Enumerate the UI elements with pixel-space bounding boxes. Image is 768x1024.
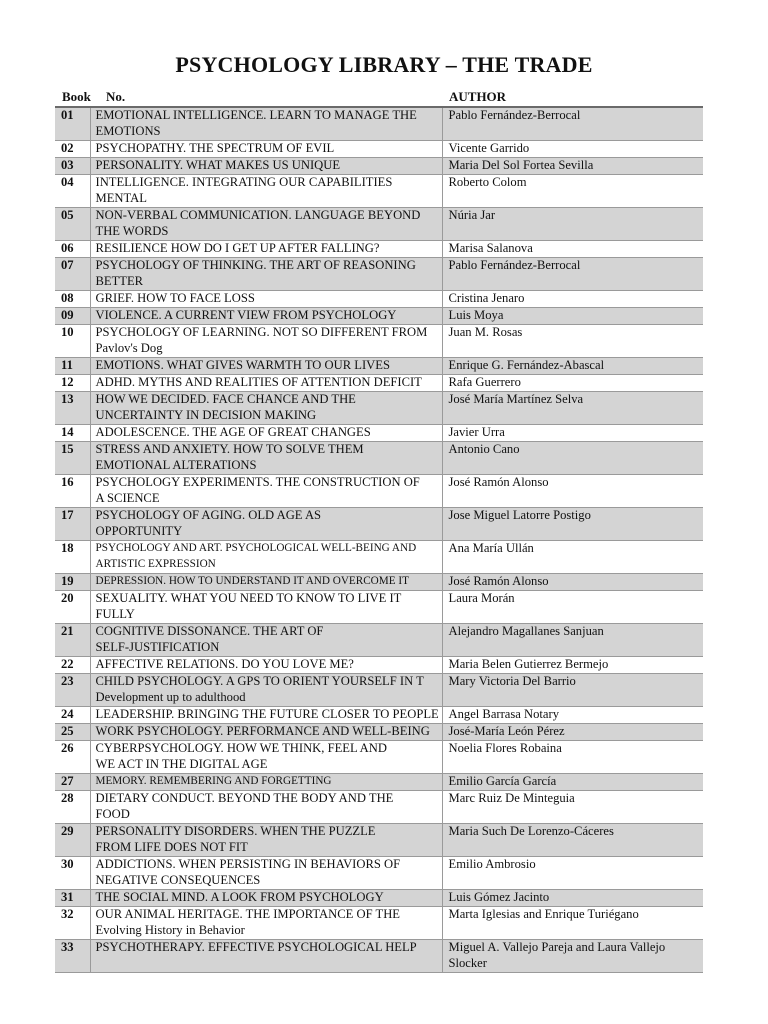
book-title-line: PSYCHOLOGY EXPERIMENTS. THE CONSTRUCTION OF [95,475,420,489]
table-row [55,158,703,175]
table-row [55,508,703,541]
table-row [55,624,703,657]
book-title-line: BETTER [95,273,144,288]
book-title-line: CYBERPSYCHOLOGY. HOW WE THINK, FEEL AND [95,741,387,755]
table-row [55,674,703,707]
table-row [55,425,703,442]
book-title-line: WORK PSYCHOLOGY. PERFORMANCE AND WELL-BEING [95,724,430,738]
book-title [90,940,442,973]
table-row [55,741,703,774]
book-title-line: PERSONALITY. WHAT MAKES US UNIQUE [95,158,341,172]
book-title-line: PSYCHOLOGY OF THINKING. THE ART OF REASONING [95,258,416,272]
book-title [90,425,442,442]
book-title-line: FROM LIFE DOES NOT FIT [95,839,248,854]
table-row [55,358,703,375]
book-number: 16 [55,475,90,508]
book-title-line: DIETARY CONDUCT. BEYOND THE BODY AND THE [95,791,394,805]
book-author: Núria Jar [442,208,703,241]
book-title [90,890,442,907]
book-author: José María Martínez Selva [442,392,703,425]
book-title-line: OUR ANIMAL HERITAGE. THE IMPORTANCE OF THE [95,907,400,921]
book-title [90,442,442,475]
book-number: 30 [55,857,90,890]
table-row [55,258,703,291]
table-row [55,890,703,907]
book-author: Cristina Jenaro [442,291,703,308]
book-author: Rafa Guerrero [442,375,703,392]
book-number: 03 [55,158,90,175]
book-title-line: PSYCHOTHERAPY. EFFECTIVE PSYCHOLOGICAL HELP [95,940,417,954]
book-title-line: AFFECTIVE RELATIONS. DO YOU LOVE ME? [95,657,354,671]
book-author: Jose Miguel Latorre Postigo [442,508,703,541]
book-title [90,358,442,375]
book-author: Angel Barrasa Notary [442,707,703,724]
book-title-line: ADOLESCENCE. THE AGE OF GREAT CHANGES [95,425,371,439]
book-number: 06 [55,241,90,258]
book-number: 05 [55,208,90,241]
book-author: José Ramón Alonso [442,475,703,508]
book-title [90,175,442,208]
book-title-line: CHILD PSYCHOLOGY. A GPS TO ORIENT YOURSELF IN T [95,674,424,688]
book-author: Luis Gómez Jacinto [442,890,703,907]
book-title-line: A SCIENCE [95,490,160,505]
book-title-line: NEGATIVE CONSEQUENCES [95,872,261,887]
book-title-line: RESILIENCE HOW DO I GET UP AFTER FALLING? [95,241,380,255]
table-row [55,175,703,208]
book-number: 07 [55,258,90,291]
book-author: Enrique G. Fernández-Abascal [442,358,703,375]
book-author: Marta Iglesias and Enrique Turiégano [442,907,703,940]
book-author: Maria Such De Lorenzo-Cáceres [442,824,703,857]
book-title [90,475,442,508]
book-title-line: UNCERTAINTY IN DECISION MAKING [95,407,317,422]
book-title [90,674,442,707]
page-title: PSYCHOLOGY LIBRARY – THE TRADE [175,52,593,77]
table-row [55,107,703,141]
table-row [55,541,703,574]
table-row [55,291,703,308]
table-row [55,791,703,824]
book-title [90,392,442,425]
book-author: Maria Del Sol Fortea Sevilla [442,158,703,175]
book-author: Luis Moya [442,308,703,325]
book-author: Marc Ruiz De Minteguia [442,791,703,824]
table-row [55,724,703,741]
table-row [55,857,703,890]
table-row [55,141,703,158]
book-title-line: DEPRESSION. HOW TO UNDERSTAND IT AND OVERCOME IT [95,575,409,587]
book-number: 31 [55,890,90,907]
book-number: 23 [55,674,90,707]
book-title-line: VIOLENCE. A CURRENT VIEW FROM PSYCHOLOGY [95,308,397,322]
book-title-line: EMOTIONAL ALTERATIONS [95,457,257,472]
book-title [90,741,442,774]
table-row [55,907,703,940]
book-title-line: EMOTIONS. WHAT GIVES WARMTH TO OUR LIVES [95,358,390,372]
book-title [90,574,442,591]
book-title-line: SEXUALITY. WHAT YOU NEED TO KNOW TO LIVE IT [95,591,402,605]
book-number: 32 [55,907,90,940]
column-header-book: Book [62,89,91,104]
book-title-line: PERSONALITY DISORDERS. WHEN THE PUZZLE [95,824,376,838]
book-title-line: ARTISTIC EXPRESSION [95,557,216,570]
column-header-no: No. [106,89,126,104]
book-number: 25 [55,724,90,741]
book-author: Alejandro Magallanes Sanjuan [442,624,703,657]
book-number: 28 [55,791,90,824]
book-number: 13 [55,392,90,425]
book-title-line: Pavlov's Dog [95,340,163,355]
book-title-line: FOOD [95,806,130,821]
book-title-line: OPPORTUNITY [95,523,183,538]
book-author: Emilio Ambrosio [442,857,703,890]
book-author: Juan M. Rosas [442,325,703,358]
book-title [90,824,442,857]
book-title [90,707,442,724]
table-row [55,442,703,475]
book-author: Javier Urra [442,425,703,442]
book-number: 17 [55,508,90,541]
table-row [55,375,703,392]
book-title [90,291,442,308]
book-number: 09 [55,308,90,325]
table-row [55,308,703,325]
book-number: 08 [55,291,90,308]
table-row [55,574,703,591]
book-title [90,624,442,657]
table-row [55,707,703,724]
book-title-line: SELF-JUSTIFICATION [95,639,220,654]
table-row [55,325,703,358]
book-table-body [55,107,703,972]
table-row [55,241,703,258]
book-title-line: PSYCHOLOGY AND ART. PSYCHOLOGICAL WELL-BEING AND [95,542,417,554]
book-table [55,106,703,973]
book-author: Pablo Fernández-Berrocal [442,107,703,141]
table-row [55,475,703,508]
book-number: 20 [55,591,90,624]
book-number: 26 [55,741,90,774]
book-title [90,325,442,358]
book-title-line: PSYCHOPATHY. THE SPECTRUM OF EVIL [95,141,335,155]
book-author: Pablo Fernández-Berrocal [442,258,703,291]
book-title [90,258,442,291]
book-author: Maria Belen Gutierrez Bermejo [442,657,703,674]
book-author: José Ramón Alonso [442,574,703,591]
book-number: 14 [55,425,90,442]
table-row [55,591,703,624]
book-title [90,208,442,241]
book-number: 22 [55,657,90,674]
book-title [90,724,442,741]
book-number: 10 [55,325,90,358]
book-title [90,308,442,325]
book-title-line: PSYCHOLOGY OF LEARNING. NOT SO DIFFERENT FROM [95,325,428,339]
book-number: 24 [55,707,90,724]
book-number: 02 [55,141,90,158]
book-author: Ana María Ullán [442,541,703,574]
book-number: 19 [55,574,90,591]
book-title-line: EMOTIONAL INTELLIGENCE. LEARN TO MANAGE THE [95,108,417,122]
book-number: 12 [55,375,90,392]
book-title-line: FULLY [95,606,135,621]
book-title [90,508,442,541]
table-row [55,657,703,674]
book-title [90,657,442,674]
book-number: 11 [55,358,90,375]
book-author: Laura Morán [442,591,703,624]
book-title-line: STRESS AND ANXIETY. HOW TO SOLVE THEM [95,442,364,456]
book-title-line: EMOTIONS [95,123,161,138]
book-author: José-María León Pérez [442,724,703,741]
book-title [90,158,442,175]
book-title-line: MEMORY. REMEMBERING AND FORGETTING [95,775,332,787]
book-author: Marisa Salanova [442,241,703,258]
book-number: 29 [55,824,90,857]
book-author: Miguel A. Vallejo Pareja and Laura Vallejo Slocker [442,940,703,973]
table-row [55,940,703,973]
book-title [90,107,442,141]
book-author: Emilio García García [442,774,703,791]
book-number: 21 [55,624,90,657]
book-author: Antonio Cano [442,442,703,475]
book-author: Mary Victoria Del Barrio [442,674,703,707]
book-title-line: GRIEF. HOW TO FACE LOSS [95,291,255,305]
book-title [90,241,442,258]
book-title-line: LEADERSHIP. BRINGING THE FUTURE CLOSER TO PEOPLE [95,707,439,721]
book-title-line: INTELLIGENCE. INTEGRATING OUR CAPABILITIES [95,175,393,189]
book-title-line: WE ACT IN THE DIGITAL AGE [95,756,268,771]
book-title-line: ADDICTIONS. WHEN PERSISTING IN BEHAVIORS OF [95,857,401,871]
book-title-line: ADHD. MYTHS AND REALITIES OF ATTENTION DEFICIT [95,375,422,389]
book-author: Vicente Garrido [442,141,703,158]
book-title [90,774,442,791]
book-title [90,907,442,940]
book-author: Roberto Colom [442,175,703,208]
book-title [90,141,442,158]
book-title [90,375,442,392]
book-number: 18 [55,541,90,574]
book-title-line: MENTAL [95,190,147,205]
book-number: 27 [55,774,90,791]
book-title-line: THE WORDS [95,223,169,238]
book-title-line: PSYCHOLOGY OF AGING. OLD AGE AS [95,508,322,522]
table-row [55,208,703,241]
book-title-line: THE SOCIAL MIND. A LOOK FROM PSYCHOLOGY [95,890,384,904]
book-title [90,791,442,824]
book-number: 15 [55,442,90,475]
book-number: 04 [55,175,90,208]
book-title-line: Evolving History in Behavior [95,922,245,937]
table-row [55,824,703,857]
column-header-author: AUTHOR [449,89,507,104]
book-title-line: Development up to adulthood [95,689,246,704]
book-title-line: NON-VERBAL COMMUNICATION. LANGUAGE BEYOND [95,208,421,222]
table-row [55,774,703,791]
book-title-line: HOW WE DECIDED. FACE CHANCE AND THE [95,392,356,406]
book-title [90,857,442,890]
book-author: Noelia Flores Robaina [442,741,703,774]
book-title [90,591,442,624]
book-title-line: COGNITIVE DISSONANCE. THE ART OF [95,624,324,638]
book-number: 01 [55,107,90,141]
book-number: 33 [55,940,90,973]
table-row [55,392,703,425]
book-title [90,541,442,574]
